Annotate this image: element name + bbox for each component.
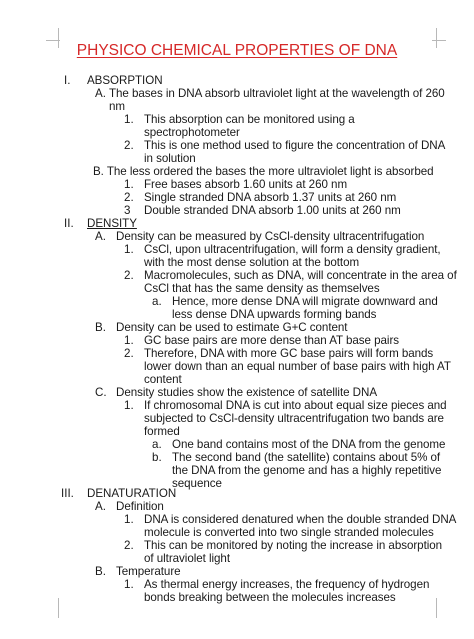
item-marker: 1. — [124, 513, 134, 526]
section-heading: DENATURATION — [87, 487, 177, 500]
item-text: lower down than an equal number of base pairs with high AT — [144, 360, 451, 373]
section-numeral: II. — [64, 217, 74, 230]
item-text: less dense DNA upwards forming bands — [172, 308, 377, 321]
crop-mark-top-right-horizontal — [432, 40, 446, 41]
item-marker: a. — [152, 438, 162, 451]
item-marker: b. — [152, 451, 162, 464]
item-text: The bases in DNA absorb ultraviolet light at the wavelength of 260 — [109, 87, 445, 100]
item-text: B. The less ordered the bases the more ultraviolet light is absorbed — [93, 165, 434, 178]
item-marker: 2. — [124, 269, 134, 282]
section-numeral: III. — [61, 487, 74, 500]
item-marker: a. — [152, 295, 162, 308]
item-marker: A. — [95, 87, 106, 100]
item-text: in solution — [144, 152, 196, 165]
item-marker: A. — [95, 230, 106, 243]
item-text: subjected to CsCl-density ultracentrifugation two bands are — [144, 412, 444, 425]
item-text: CsCl, upon ultracentrifugation, will form a density gradient, — [144, 243, 441, 256]
crop-mark-top-left-horizontal — [46, 40, 60, 41]
item-marker: B. — [95, 321, 106, 334]
item-text: Density can be measured by CsCl-density ultracentrifugation — [116, 230, 425, 243]
crop-mark-bottom-right — [436, 598, 437, 618]
item-text: The second band (the satellite) contains about 5% of — [172, 451, 441, 464]
item-text: As thermal energy increases, the frequency of hydrogen — [144, 578, 430, 591]
item-text: with the most dense solution at the bottom — [144, 256, 360, 269]
crop-mark-bottom-left — [58, 598, 59, 618]
section-numeral: I. — [64, 74, 71, 87]
item-marker: 2. — [124, 139, 134, 152]
document-title: PHYSICO CHEMICAL PROPERTIES OF DNA — [76, 42, 398, 59]
item-text: CsCl that has the same density as themselves — [144, 282, 380, 295]
item-text: spectrophotometer — [144, 126, 240, 139]
item-marker: 2. — [124, 539, 134, 552]
item-text: of ultraviolet light — [144, 552, 230, 565]
item-text: DNA is considered denatured when the double stranded DNA — [144, 513, 457, 526]
section-heading: DENSITY — [87, 217, 137, 230]
item-text: bonds breaking between the molecules increases — [144, 591, 396, 604]
item-text: Density can be used to estimate G+C content — [116, 321, 348, 334]
section-heading: ABSORPTION — [87, 74, 163, 87]
item-text: sequence — [172, 477, 222, 490]
item-marker: 3 — [124, 204, 131, 217]
item-text: GC base pairs are more dense than AT base pairs — [144, 334, 399, 347]
item-text: Free bases absorb 1.60 units at 260 nm — [144, 178, 348, 191]
item-text: formed — [144, 425, 180, 438]
item-text: molecule is converted into two single stranded molecules — [144, 526, 434, 539]
item-text: Definition — [116, 500, 164, 513]
item-text: Macromolecules, such as DNA, will concentrate in the area of — [144, 269, 457, 282]
item-marker: 1. — [124, 113, 134, 126]
item-text: Temperature — [116, 565, 181, 578]
item-text: content — [144, 373, 182, 386]
item-marker: 2. — [124, 347, 134, 360]
item-text: This absorption can be monitored using a — [144, 113, 355, 126]
item-marker: 1. — [124, 399, 134, 412]
item-text: Single stranded DNA absorb 1.37 units at 260 nm — [144, 191, 397, 204]
item-marker: B. — [95, 565, 106, 578]
item-marker: A. — [95, 500, 106, 513]
item-marker: 2. — [124, 191, 134, 204]
item-marker: 1. — [124, 578, 134, 591]
item-marker: 1. — [124, 178, 134, 191]
item-text: This is one method used to figure the concentration of DNA — [144, 139, 446, 152]
item-marker: C. — [95, 386, 107, 399]
item-text: Hence, more dense DNA will migrate downward and — [172, 295, 438, 308]
item-text: If chromosomal DNA is cut into about equal size pieces and — [144, 399, 447, 412]
item-text: One band contains most of the DNA from the genome — [172, 438, 446, 451]
item-marker: 1. — [124, 334, 134, 347]
item-text: nm — [109, 100, 126, 113]
item-text: Therefore, DNA with more GC base pairs will form bands — [144, 347, 434, 360]
item-text: This can be monitored by noting the increase in absorption — [144, 539, 443, 552]
item-text: Density studies show the existence of satellite DNA — [116, 386, 378, 399]
item-text: the DNA from the genome and has a highly repetitive — [172, 464, 442, 477]
item-text: Double stranded DNA absorb 1.00 units at 260 nm — [144, 204, 401, 217]
item-marker: 1. — [124, 243, 134, 256]
